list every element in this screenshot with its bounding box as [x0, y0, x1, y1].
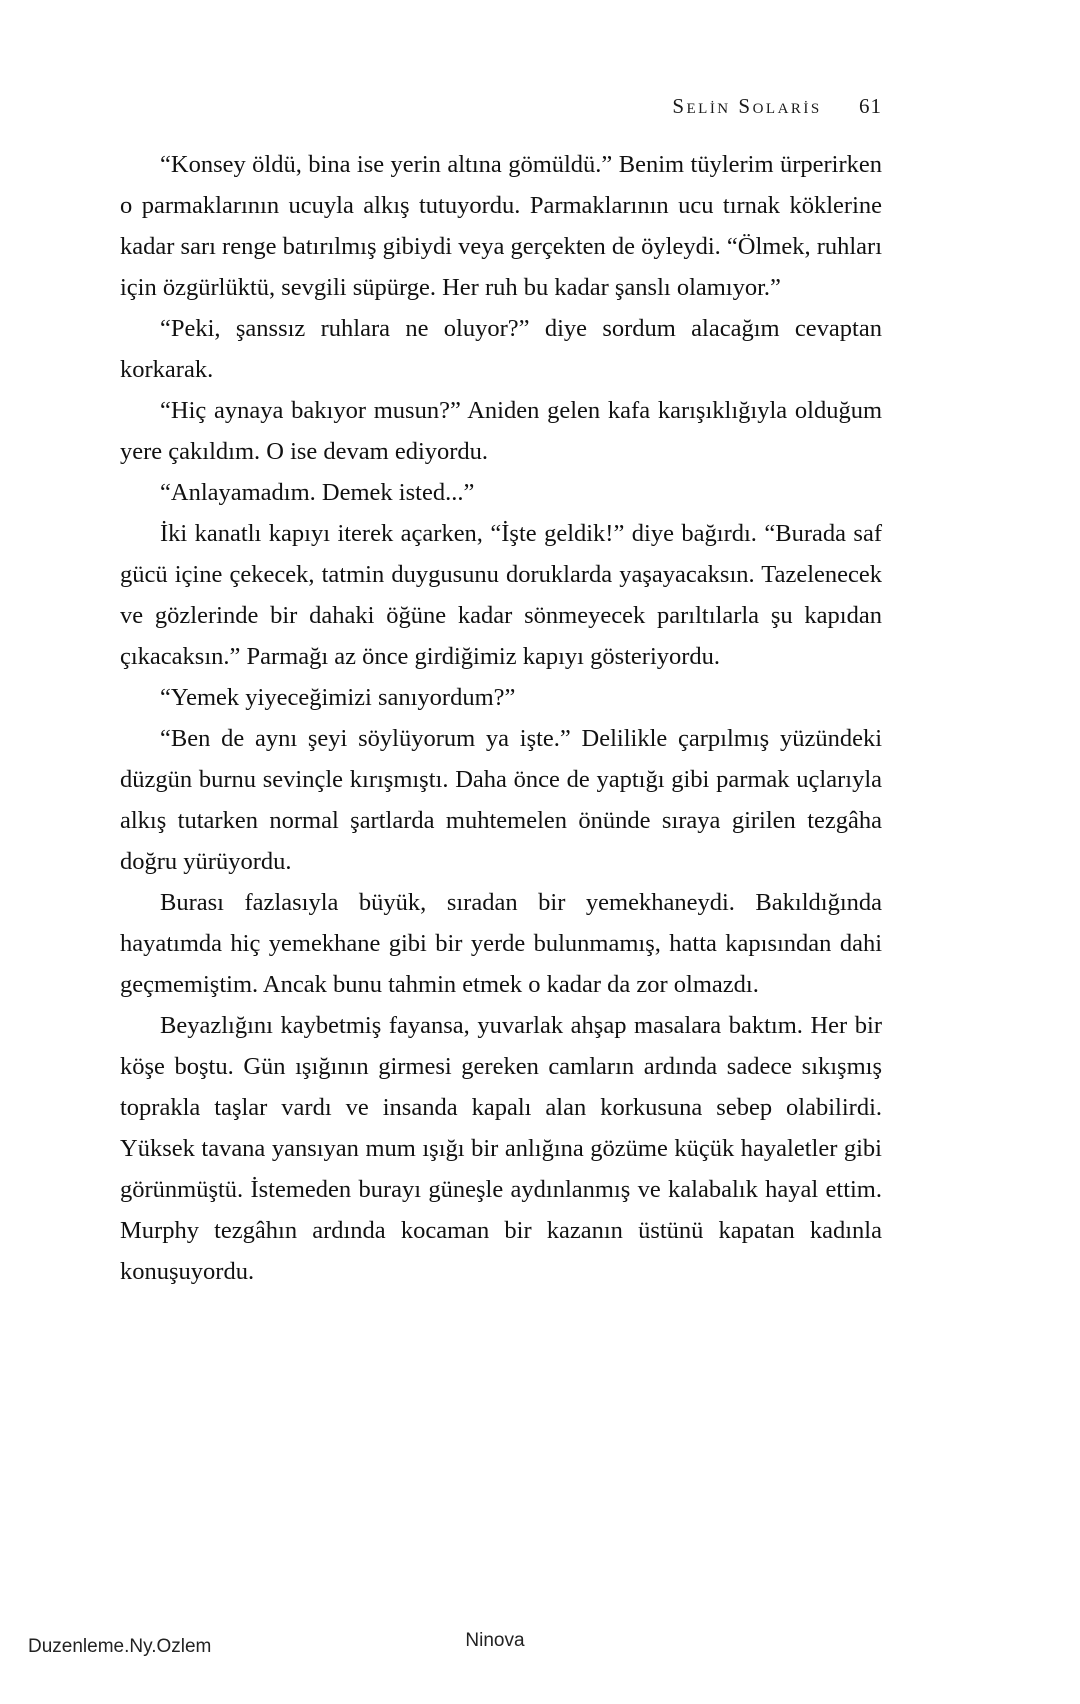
- paragraph: “Peki, şanssız ruhlara ne oluyor?” diye sordum alacağım cevaptan korkarak.: [120, 315, 882, 383]
- paragraph: “Yemek yiyeceğimizi sanıyordum?”: [160, 684, 516, 711]
- paragraph: İki kanatlı kapıyı iterek açarken, “İşte geldik!” diye bağırdı. “Burada saf gücü içine çekecek, tatmin duygusunu doruklarda yaşayacaksın. Tazelenecek ve gözlerinde bir dahaki öğüne kadar sönmeyecek parıltılarla şu kapıdan çıkacaksın.” Parmağı az önce girdiğimiz kapıyı gösteriyordu.: [120, 520, 882, 670]
- page-header: [120, 94, 882, 119]
- page-footer: [0, 1624, 1080, 1704]
- paragraph: “Konsey öldü, bina ise yerin altına gömüldü.” Benim tüylerim ürperirken o parmaklarının ucuyla alkış tutuyordu. Parmaklarının ucu tırnak köklerine kadar sarı renge batırılmış gibiydi veya gerçekten de öyleydi. “Ölmek, ruhları için özgürlüktü, sevgili süpürge. Her ruh bu kadar şanslı olamıyor.”: [120, 151, 882, 301]
- paragraph: Burası fazlasıyla büyük, sıradan bir yemekhaneydi. Bakıldığında hayatımda hiç yemekhane gibi bir yerde bulunmamış, hatta kapısından dahi geçmemiştim. Ancak bunu tahmin etmek o kadar da zor olmazdı.: [120, 889, 882, 998]
- paragraph: “Anlayamadım. Demek isted...”: [160, 479, 475, 506]
- footer-watermark-center: Ninova: [465, 1630, 525, 1651]
- page-number: 61: [859, 94, 882, 118]
- running-title: Selin Solaris: [672, 94, 822, 118]
- page-text: [120, 144, 882, 1292]
- paragraph: “Ben de aynı şeyi söylüyorum ya işte.” Delilikle çarpılmış yüzündeki düzgün burnu sevinçle kırışmıştı. Daha önce de yaptığı gibi parmak uçlarıyla alkış tutarken normal şartlarda muhtemelen önünde sıraya girilen tezgâha doğru yürüyordu.: [120, 725, 882, 875]
- paragraph: “Hiç aynaya bakıyor musun?” Aniden gelen kafa karışıklığıyla olduğum yere çakıldım. O ise devam ediyordu.: [120, 397, 882, 465]
- footer-watermark-left: Duzenleme.Ny.Ozlem: [28, 1636, 212, 1657]
- paragraph: Beyazlığını kaybetmiş fayansa, yuvarlak ahşap masalara baktım. Her bir köşe boştu. Gün ışığının girmesi gereken camların ardında sadece sıkışmış toprakla taşlar vardı ve insanda kapalı alan korkusuna sebep olabilirdi. Yüksek tavana yansıyan mum ışığı bir anlığına gözüme küçük hayaletler gibi görünmüştü. İstemeden burayı güneşle aydınlanmış ve kalabalık hayal ettim. Murphy tezgâhın ardında kocaman bir kazanın üstünü kapatan kadınla konuşuyordu.: [120, 1012, 882, 1285]
